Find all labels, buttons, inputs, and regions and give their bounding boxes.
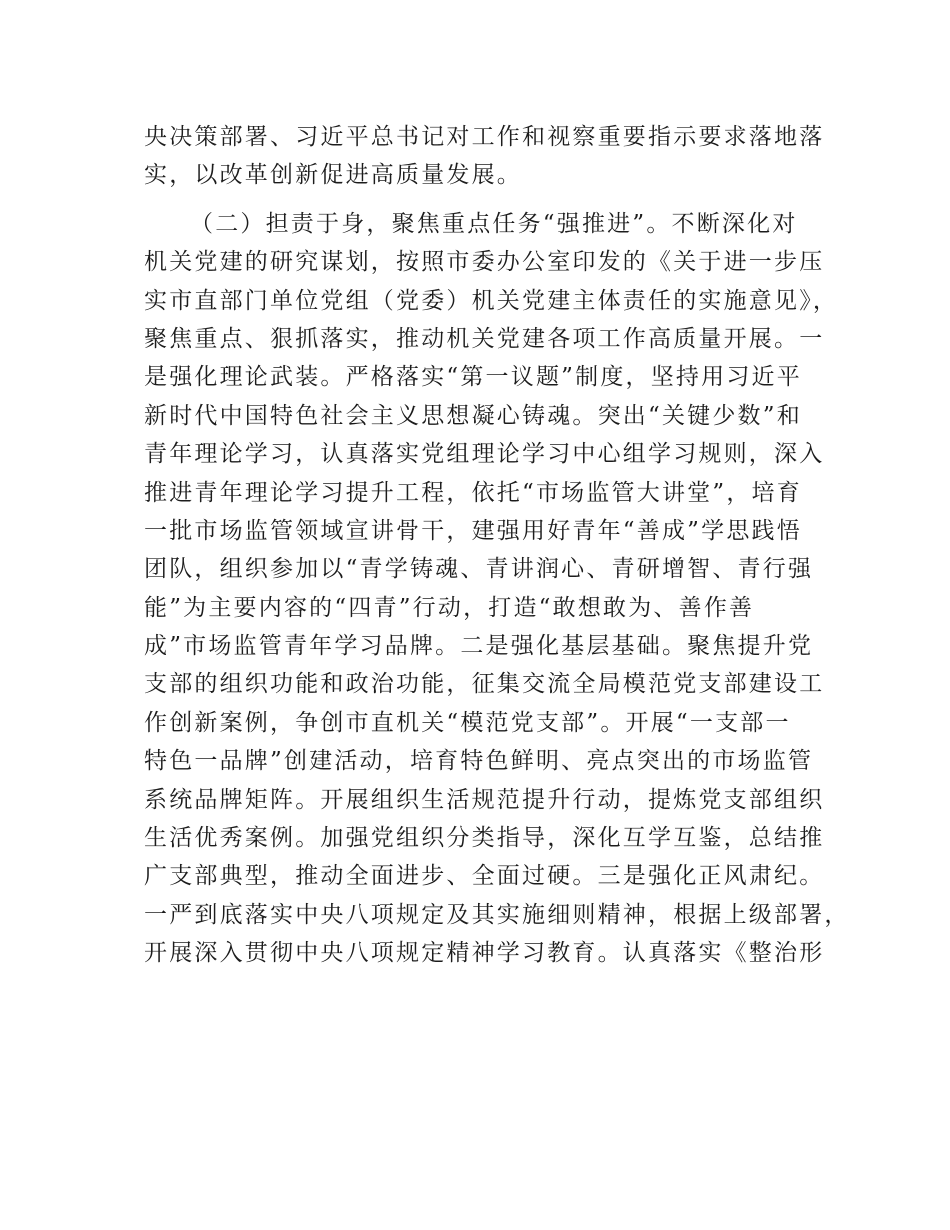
body-text (144, 118, 850, 1011)
text-line: 青年理论学习，认真落实党组理论学习中心组学习规则，深入 (144, 441, 825, 468)
text-line: 成”市场监管青年学习品牌。二是强化基层基础。聚焦提升党 (144, 633, 814, 660)
paragraph-section-two (144, 205, 850, 1011)
text-line: 新时代中国特色社会主义思想凝心铸魂。突出“关键少数”和 (144, 402, 802, 429)
text-line: 能”为主要内容的“四青”行动，打造“敢想敢为、善作善 (144, 594, 755, 621)
text-line (144, 973, 816, 1011)
text-line: 支部的组织功能和政治功能，征集交流全局模范党支部建设工 (144, 671, 825, 698)
text-line: 央决策部署、习近平总书记对工作和视察重要指示要求落地落 (144, 124, 825, 150)
text-line: 开展深入贯彻中央八项规定精神学习教育。认真落实《整治形 (144, 940, 825, 967)
text-line: 是强化理论武装。严格落实“第一议题”制度，坚持用习近平 (144, 364, 802, 391)
text-line: 团队，组织参加以“青学铸魂、青讲润心、青研增智、青行强 (144, 556, 814, 583)
text-line: 一批市场监管领域宣讲骨干，建强用好青年“善成”学思践悟 (144, 517, 802, 544)
text-line: 广支部典型，推动全面进步、全面过硬。三是强化正风肃纪。 (144, 863, 825, 890)
text-line: 特色一品牌”创建活动，培育特色鲜明、亮点突出的市场监管 (144, 748, 814, 775)
text-line: 聚焦重点、狠抓落实，推动机关党建各项工作高质量开展。一 (144, 325, 825, 352)
text-line: 推进青年理论学习提升工程，依托“市场监管大讲堂”，培育 (144, 479, 802, 506)
text-line: 作创新案例，争创市直机关“模范党支部”。开展“一支部一 (144, 709, 791, 736)
text-line: 实市直部门单位党组（党委）机关党建主体责任的实施意见》， (144, 287, 839, 314)
paragraph-spacing (144, 195, 816, 205)
text-line: 实，以改革创新促进高质量发展。 (144, 162, 522, 189)
text-line: 机关党建的研究谋划，按照市委办公室印发的《关于进一步压 (144, 249, 825, 276)
text-line-indented: （二）担责于身，聚焦重点任务“强推进”。不断深化对 (190, 210, 798, 237)
text-line: 系统品牌矩阵。开展组织生活规范提升行动，提炼党支部组织 (144, 786, 825, 813)
text-line: 生活优秀案例。加强党组织分类指导，深化互学互鉴，总结推 (144, 825, 825, 852)
text-line: 一严到底落实中央八项规定及其实施细则精神，根据上级部署， (144, 901, 850, 928)
paragraph-continued (144, 118, 825, 195)
